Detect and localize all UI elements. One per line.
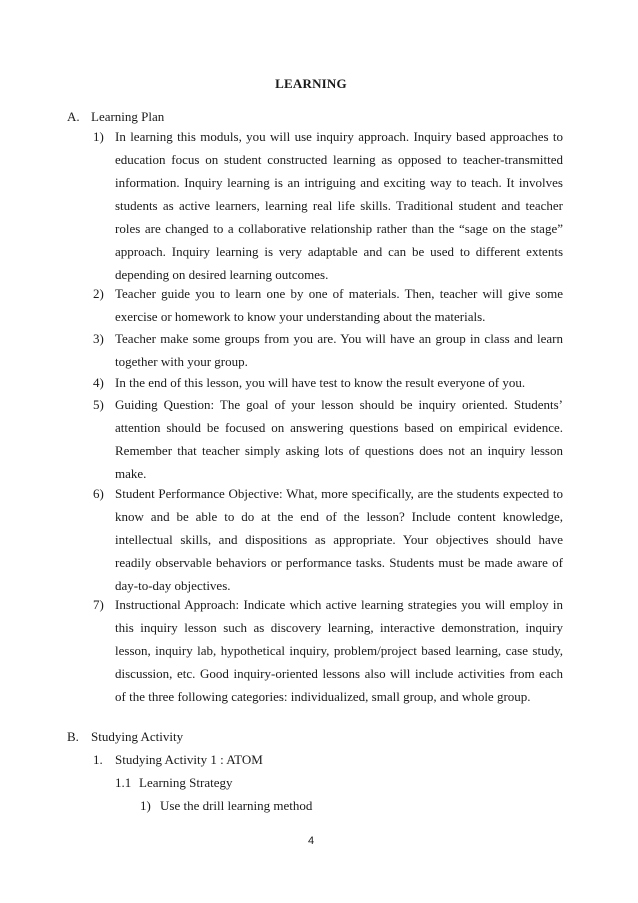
list-item-number: 2) — [93, 286, 104, 301]
list-item-text: Instructional Approach: Indicate which active learning strategies you will employ in this inquiry lesson such as discovery learning, interactive demonstration, inquiry lesson, inquiry lab, hypothetical inquiry, problem/project based learning, case study, discussion, etc. Good inquiry-oriented lessons also will include activities from each of the three following categories: individualized, small group, and whole group. — [115, 597, 563, 704]
learning-strategy-number: 1.1 — [115, 775, 132, 790]
page-title: LEARNING — [275, 76, 347, 91]
list-item — [93, 327, 563, 373]
studying-activity-item — [93, 752, 263, 768]
section-b-title: Studying Activity — [91, 729, 184, 744]
section-a-heading — [67, 109, 164, 125]
section-b-heading — [67, 729, 183, 745]
section-a-letter: A. — [67, 109, 80, 124]
list-item-number: 4) — [93, 375, 104, 390]
section-a-title: Learning Plan — [91, 109, 165, 124]
method-label: Use the drill learning method — [160, 798, 313, 813]
list-item-text: Teacher guide you to learn one by one of materials. Then, teacher will give some exercise or homework to know your understanding about the materials. — [115, 286, 563, 324]
list-item — [93, 593, 563, 708]
studying-activity-number: 1. — [93, 752, 103, 767]
list-item-text: Guiding Question: The goal of your lesson should be inquiry oriented. Students’ attention should be focused on answering questions based on empirical evidence. Remember that teacher simply asking lots of questions does not an inquiry lesson make. — [115, 397, 563, 481]
list-item — [93, 393, 563, 485]
list-item — [93, 282, 563, 328]
list-item-number: 1) — [93, 129, 104, 144]
learning-strategy-label: Learning Strategy — [139, 775, 233, 790]
section-b-letter: B. — [67, 729, 79, 744]
list-item-text: Student Performance Objective: What, more specifically, are the students expected to know and be able to do at the end of the lesson? Include content knowledge, intellectual skills, and dispositions as appropriate. Your objectives should have readily observable behaviors or performance tasks. Students must be made aware of day-to-day objectives. — [115, 486, 563, 593]
method-item — [140, 798, 312, 814]
studying-activity-label: Studying Activity 1 : ATOM — [115, 752, 263, 767]
list-item — [93, 125, 563, 286]
list-item-number: 7) — [93, 597, 104, 612]
list-item-number: 5) — [93, 397, 104, 412]
list-item-text: In the end of this lesson, you will have test to know the result everyone of you. — [115, 375, 526, 390]
list-item-number: 3) — [93, 331, 104, 346]
method-number: 1) — [140, 798, 151, 813]
list-item — [93, 482, 563, 597]
learning-strategy-item — [115, 775, 233, 791]
list-item — [93, 371, 563, 394]
list-item-number: 6) — [93, 486, 104, 501]
list-item-text: In learning this moduls, you will use inquiry approach. Inquiry based approaches to education focus on student constructed learning as opposed to teacher-transmitted information. Inquiry learning is an intriguing and exciting way to teach. It involves students as active learners, learning real life skills. Traditional student and teacher roles are changed to a collaborative relationship rather than the “sage on the stage” approach. Inquiry learning is very adaptable and can be used to different extents depending on desired learning outcomes. — [115, 129, 563, 282]
page-number: 4 — [307, 835, 315, 847]
list-item-text: Teacher make some groups from you are. You will have an group in class and learn together with your group. — [115, 331, 563, 369]
